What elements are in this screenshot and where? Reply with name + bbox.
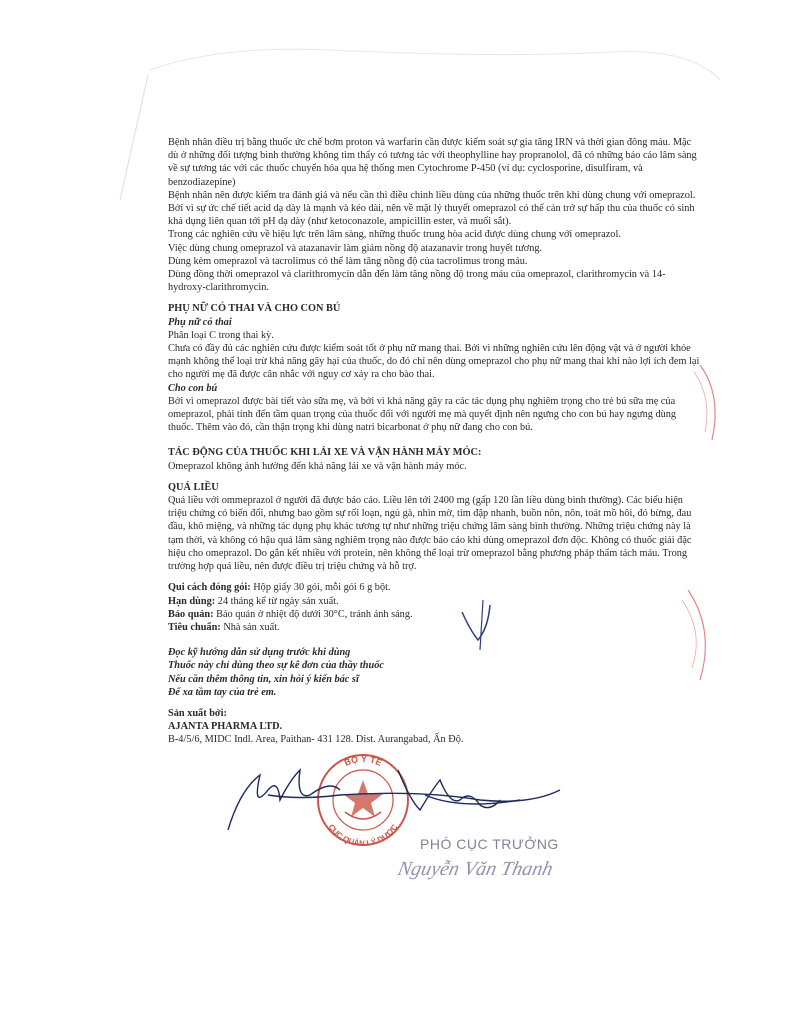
pregnant-paragraph: Phân loại C trong thai kỳ. [168,329,274,341]
interaction-paragraph: Bởi vì sự ức chế tiết acid dạ dày là mạnh và kéo dài, nên về mặt lý thuyết omeprazol có thể cản trở sự hấp thu của thuốc có sinh khả dụng liên quan tới pH dạ dày (như ketoconazole, ampicillin ester, và muối sắt). [168,203,695,228]
official-stamp [318,753,408,848]
scan-edge-left [120,75,148,200]
interaction-paragraph: Bệnh nhân nên được kiểm tra đánh giá và nếu cần thì điều chỉnh liều dùng của những thuốc trên khi dùng chung với omeprazol. [168,189,696,201]
warning-line: Đọc kỹ hướng dẫn sử dụng trước khi dùng [168,647,351,659]
interaction-paragraph: Bệnh nhân điều trị bằng thuốc ức chế bơm proton và warfarin cần được kiểm soát sự gia tăng IRN và thời gian đông máu. Mặc dù ở những đối tượng bình thường không tìm thấy có tương tác với theophylline hay propranolol, đã có những báo cáo lâm sàng về sự tương tác với các thuốc chuyển hóa qua hệ thống men Cytochrome P-450 (ví dụ: cyclosporine, disulfiram, và benzodiazepine) [168,137,697,188]
interaction-paragraph: Việc dùng chung omeprazol và atazanavir làm giảm nồng độ atazanavir trong huyết tương. [168,242,543,254]
warning-line: Thuốc này chỉ dùng theo sự kê đơn của thầy thuốc [168,660,384,672]
breastfeeding-subheading: Cho con bú [168,382,218,394]
warning-line: Để xa tầm tay của trẻ em. [168,686,277,698]
stamp-top-text: BỘ Y TẾ [342,753,384,768]
partial-stamp-arc-1 [700,365,715,440]
svg-text:BỘ Y TẾ [343,753,384,768]
interaction-paragraph: Dùng đồng thời omeprazol và clarithromycin dẫn đến làm tăng nồng độ trong máu của omeprazol, clarithromycin và 14-hydroxy-clarithromycin. [168,269,666,294]
breastfeeding-paragraph: Bởi vì omeprazol được bài tiết vào sữa mẹ, và bởi vì khả năng gây ra các tác dụng phụ nghiêm trọng cho trẻ bú sữa mẹ của omeprazol, phải tính đến tầm quan trọng của thuốc đối với người mẹ mà quyết định nên ngưng cho con bú hay ngưng dùng thuốc. Thêm vào đó, cần thận trọng khi dùng natri bicarbonat ở phụ nữ đang cho con bú. [168,395,677,434]
pregnancy-heading: PHỤ NỮ CÓ THAI VÀ CHO CON BÚ [168,303,341,315]
manufacturer-label: Sản xuất bởi: [168,707,227,719]
scan-edge-top [150,49,720,80]
overdose-heading: QUÁ LIỀU [168,481,219,493]
spec-packaging [168,581,700,594]
warning-line: Nếu cần thêm thông tin, xin hỏi ý kiến bác sĩ [168,673,359,685]
signatory-name: Nguyễn Văn Thanh [395,858,555,880]
overdose-paragraph: Quá liều với ommeprazol ở người đã được báo cáo. Liều lên tới 2400 mg (gấp 120 lần liều dùng bình thường). Các biểu hiện triệu chứng có biến đổi, nhưng bao gồm sự rối loạn, ngủ gà, nhìn mờ, tim đập nhanh, buồn nôn, nôn, toát mồ hôi, đỏ bừng, đau đầu, khô miệng, và những tác dụng phụ khác tương tự như những triệu chứng lâm sàng bình thường. Những triệu chứng này là tạm thời, và không có hậu quả lâm sàng nghiêm trọng nào được báo cáo khi dùng omeprazol đơn độc. Không có thuốc giải đặc hiệu cho omeprazol. Do gắn kết nhiều với protein, nên không thể loại trừ omeprazol bằng phương pháp thẩm tách máu. Trong trường hợp quá liều, nên được điều trị triệu chứng và hỗ trợ. [168,495,692,573]
spec-shelf-life [168,595,700,608]
manufacturer-address: B-4/5/6, MIDC Indl. Area, Paithan- 431 128. Dist. Aurangabad, Ấn Độ. [168,734,464,746]
spec-value: 24 tháng kể từ ngày sản xuất. [215,595,339,607]
interaction-paragraph: Dùng kèm omeprazol và tacrolimus có thể làm tăng nồng độ của tacrolimus trong máu. [168,255,528,267]
pregnant-subheading: Phụ nữ có thai [168,316,232,328]
driving-heading: TÁC ĐỘNG CỦA THUỐC KHI LÁI XE VÀ VẬN HÀNH MÁY MÓC: [168,447,482,459]
manufacturer-name: AJANTA PHARMA LTD. [168,721,283,733]
leaflet-body [168,136,700,747]
svg-text:CỤC QUẢN LÝ DƯỢC [327,822,400,848]
spec-label: Qui cách đóng gói: [168,582,251,594]
spec-storage [168,608,700,621]
driving-paragraph: Omeprazol không ảnh hưởng đến khả năng lái xe và vận hành máy móc. [168,460,467,472]
spec-standard [168,621,700,634]
spec-label: Bảo quản: [168,608,214,620]
pregnant-paragraph: Chưa có đầy đủ các nghiên cứu được kiểm soát tốt ở phụ nữ mang thai. Bởi vì những nghiên cứu lên động vật và ở người khỏe mạnh không thể loại trừ khả năng gây hại của thuốc, do đó chỉ nên dùng omeprazol cho phụ nữ mang thai khi nào lợi ích đem lại cho người mẹ đã được cân nhắc với nguy cơ xảy ra cho bào thai. [168,343,700,381]
spec-label: Tiêu chuẩn: [168,621,221,633]
spec-value: Nhà sản xuất. [220,621,280,633]
signatory-title: PHÓ CỤC TRƯỞNG [420,836,559,852]
signature-scribble [228,770,560,830]
interaction-paragraph: Trong các nghiên cứu về hiệu lực trên lâm sàng, những thuốc trung hòa acid được dùng chung với omeprazol. [168,229,621,241]
spec-value: Bảo quản ở nhiệt độ dưới 30°C, tránh ánh sáng. [213,608,413,620]
spec-label: Hạn dùng: [168,595,216,607]
spec-value: Hộp giấy 30 gói, mỗi gói 6 g bột. [250,582,391,594]
stamp-bottom-text: CỤC QUẢN LÝ DƯỢC [326,822,400,849]
